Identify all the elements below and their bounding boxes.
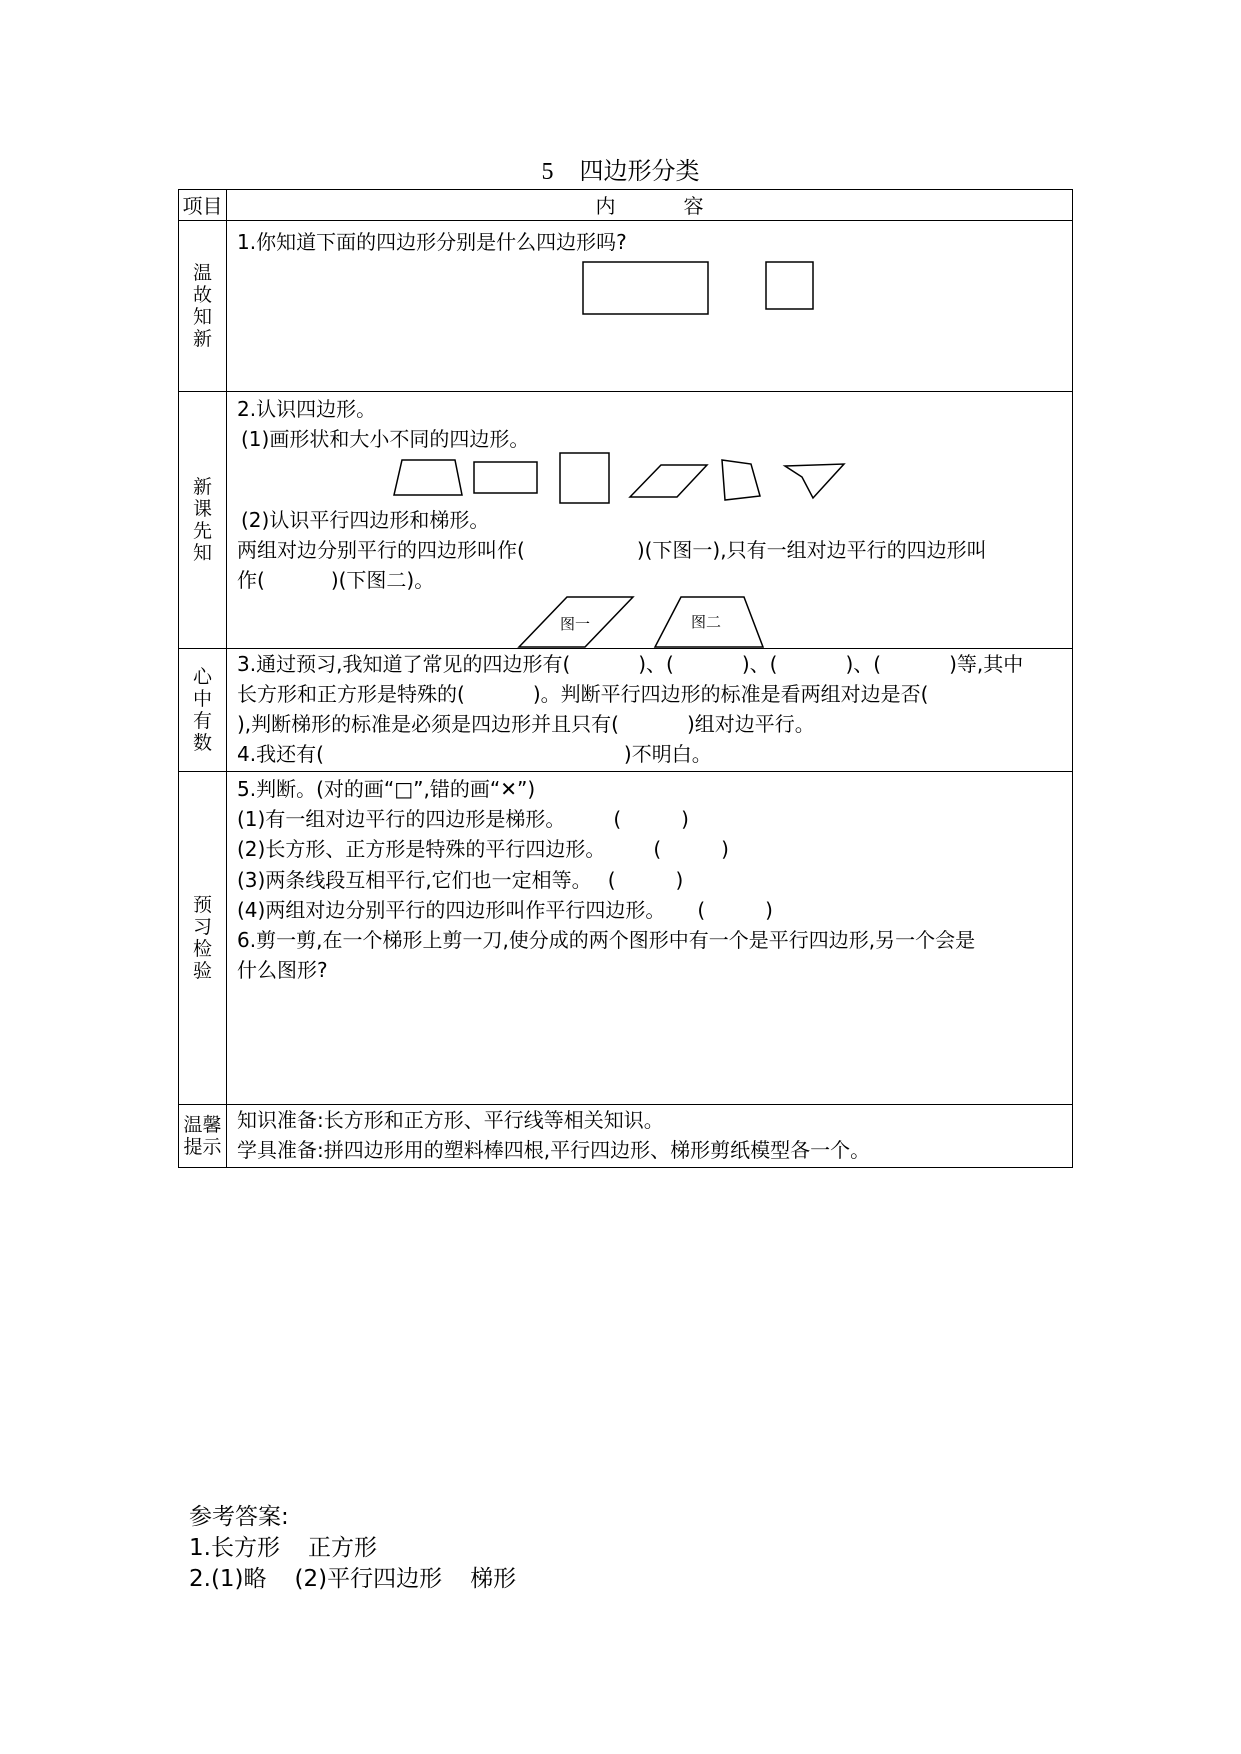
table-header-row (179, 190, 1073, 221)
q2-text-c: 作( (237, 568, 265, 592)
tip-knowledge: 知识准备:长方形和正方形、平行线等相关知识。 (237, 1108, 664, 1132)
section-self-check (179, 649, 1073, 772)
question-3-line-3: ),判断梯形的标准是必须是四边形并且只有( )组对边平行。 (237, 712, 815, 736)
quadrilateral-examples (387, 450, 847, 506)
worksheet-table (178, 189, 1073, 1168)
section-label-preview-test: 预习检验 (192, 894, 212, 982)
judge-item-4: (4)两组对边分别平行的四边形叫作平行四边形。 ( ) (237, 898, 773, 922)
question-2-2: (2)认识平行四边形和梯形。 (241, 508, 490, 532)
trapezoid-shape (394, 460, 462, 495)
figure-2-label: 图二 (691, 613, 722, 631)
section-label-new-lesson: 新课先知 (192, 476, 212, 564)
question-3-line-2: 长方形和正方形是特殊的( )。判断平行四边形的标准是看两组对边是否( (237, 682, 929, 706)
header-item: 项目 (179, 190, 227, 221)
figure-1-label: 图一 (560, 615, 591, 633)
judge-item-2: (2)长方形、正方形是特殊的平行四边形。 ( ) (237, 837, 729, 861)
answer-1: 1.长方形 正方形 (189, 1535, 377, 1561)
section-label-tips: 温馨提示 (183, 1114, 222, 1158)
worksheet-title (0, 156, 1241, 187)
q2-text-d: )(下图二)。 (330, 568, 435, 592)
irregular-quadrilateral-shape (722, 460, 760, 500)
concave-quadrilateral-shape (785, 464, 844, 498)
lesson-number: 5 (541, 159, 554, 185)
judge-item-3: (3)两条线段互相平行,它们也一定相等。 ( ) (237, 868, 684, 892)
section-review (179, 221, 1073, 392)
judge-bracket-1[interactable]: ( ) (613, 807, 689, 831)
section-tips (179, 1105, 1073, 1168)
question-3-line-1: 3.通过预习,我知道了常见的四边形有( )、( )、( )、( )等,其中 (237, 652, 1024, 676)
question-5: 5.判断。(对的画“□”,错的画“✕”) (237, 777, 536, 801)
section-label-review: 温故知新 (192, 262, 212, 350)
question-6-line-1: 6.剪一剪,在一个梯形上剪一刀,使分成的两个图形中有一个是平行四边形,另一个会是 (237, 928, 976, 952)
parallelogram-shape (630, 465, 707, 497)
shapes-rectangle-square (582, 261, 822, 321)
question-6-line-2: 什么图形? (237, 958, 328, 982)
question-4: 4.我还有( )不明白。 (237, 742, 712, 766)
q2-text-b: )(下图一),只有一组对边平行的四边形叫 (636, 538, 987, 562)
judge-bracket-3[interactable]: ( ) (607, 868, 684, 892)
square-shape (766, 262, 813, 309)
q2-text-a: 两组对边分别平行的四边形叫作( (237, 538, 525, 562)
tip-materials: 学具准备:拼四边形用的塑料棒四根,平行四边形、梯形剪纸模型各一个。 (237, 1138, 871, 1162)
question-2: 2.认识四边形。 (237, 397, 377, 421)
section-preview-test (179, 772, 1073, 1105)
judge-item-1: (1)有一组对边平行的四边形是梯形。 ( ) (237, 807, 689, 831)
reference-answers (189, 1502, 516, 1595)
figure-parallelogram-trapezoid (517, 594, 817, 650)
question-2-text-line-2 (237, 565, 434, 596)
lesson-title: 四边形分类 (579, 157, 700, 185)
rectangle-shape (583, 262, 708, 314)
square-shape (560, 453, 609, 503)
rectangle-shape (474, 462, 537, 493)
judge-bracket-4[interactable]: ( ) (697, 898, 773, 922)
header-content: 内 容 (227, 190, 1073, 221)
answer-2: 2.(1)略 (2)平行四边形 梯形 (189, 1566, 517, 1592)
section-new-lesson (179, 392, 1073, 649)
section-label-self-check: 心中有数 (192, 666, 212, 754)
answers-heading: 参考答案: (189, 1504, 289, 1530)
question-2-text-line-1 (237, 535, 987, 566)
judge-bracket-2[interactable]: ( ) (653, 837, 729, 861)
question-1: 1.你知道下面的四边形分别是什么四边形吗? (237, 230, 627, 254)
question-2-1: (1)画形状和大小不同的四边形。 (241, 427, 530, 451)
